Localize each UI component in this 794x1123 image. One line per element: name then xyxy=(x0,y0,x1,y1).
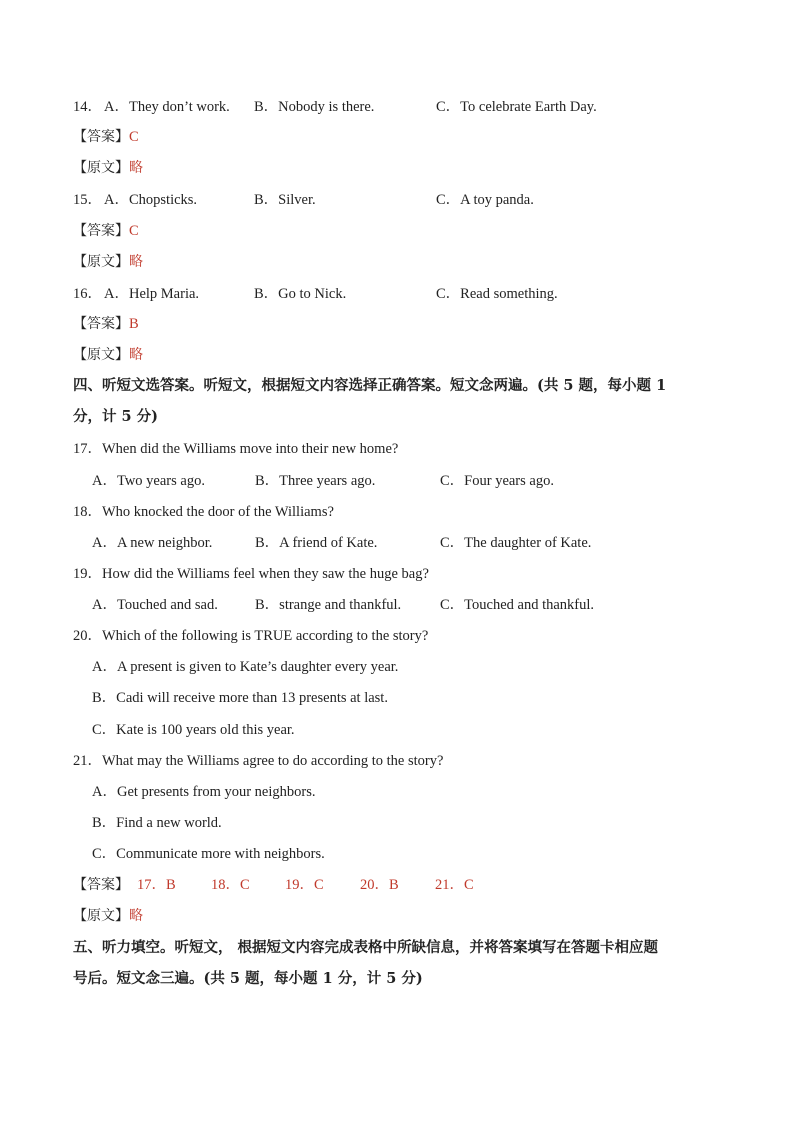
option-a: A．Touched and sad. xyxy=(92,597,218,613)
answer-line xyxy=(73,126,139,148)
question-19-stem: 19．How did the Williams feel when they saw the huge bag? xyxy=(73,566,429,582)
section-5-heading-cont: 号后。短文念三遍。(共 5 题，每小题 1 分，计 5 分) xyxy=(73,970,423,987)
option-b: B．Go to Nick. xyxy=(254,286,347,302)
question-number: 16． xyxy=(73,286,102,302)
option-a: A．They don’t work. xyxy=(104,99,230,115)
question-number: 15． xyxy=(73,192,102,208)
option-c: C．Four years ago. xyxy=(440,473,554,489)
option-a: A．Chopsticks. xyxy=(104,192,198,208)
option-a: A．Help Maria. xyxy=(104,286,200,302)
answer-item: 20．B xyxy=(360,877,399,893)
original-text-value: 略 xyxy=(129,908,143,924)
option-b: B．Silver. xyxy=(254,192,316,208)
option-c: C．A toy panda. xyxy=(436,192,534,208)
answer-label: 【答案】 xyxy=(73,129,129,145)
answer-value: C xyxy=(129,223,139,239)
answer-item: 19．C xyxy=(285,877,324,893)
answer-value: C xyxy=(129,129,139,145)
original-text-label: 【原文】 xyxy=(73,908,129,924)
original-text-label: 【原文】 xyxy=(73,347,129,363)
answer-label: 【答案】 xyxy=(73,877,129,893)
section-5-heading: 五、听力填空。听短文， 根据短文内容完成表格中所缺信息，并将答案填写在答题卡相应题 xyxy=(73,939,659,956)
question-17-options xyxy=(92,470,554,492)
original-text-label: 【原文】 xyxy=(73,254,129,270)
option-c: C．Read something. xyxy=(436,286,558,302)
answer-item: 17．B xyxy=(137,877,176,893)
question-20-stem: 20．Which of the following is TRUE according to the story? xyxy=(73,628,429,644)
original-text-value: 略 xyxy=(129,160,143,176)
question-15 xyxy=(73,189,534,211)
question-number: 14． xyxy=(73,99,102,115)
answer-value: B xyxy=(129,316,139,332)
option-a: A．A new neighbor. xyxy=(92,535,213,551)
answer-line xyxy=(73,220,139,242)
original-text-value: 略 xyxy=(129,347,143,363)
question-14 xyxy=(73,96,597,118)
option-b: B．Three years ago. xyxy=(255,473,376,489)
answer-item: 21．C xyxy=(435,877,474,893)
section-4-heading: 四、听短文选答案。听短文，根据短文内容选择正确答案。短文念两遍。(共 5 题，每小题 1 xyxy=(73,377,667,394)
question-21-option-a: A．Get presents from your neighbors. xyxy=(92,784,316,800)
question-20-option-b: B．Cadi will receive more than 13 presents at last. xyxy=(92,690,388,706)
original-text-line xyxy=(73,905,143,927)
question-18-options xyxy=(92,532,592,554)
question-21-stem: 21．What may the Williams agree to do according to the story? xyxy=(73,753,444,769)
option-c: C．The daughter of Kate. xyxy=(440,535,592,551)
original-text-line xyxy=(73,344,143,366)
question-21-option-c: C．Communicate more with neighbors. xyxy=(92,846,325,862)
original-text-line xyxy=(73,157,143,179)
question-20-option-a: A．A present is given to Kate’s daughter every year. xyxy=(92,659,399,675)
original-text-value: 略 xyxy=(129,254,143,270)
question-20-option-c: C．Kate is 100 years old this year. xyxy=(92,722,295,738)
option-b: B．A friend of Kate. xyxy=(255,535,378,551)
answer-label: 【答案】 xyxy=(73,316,129,332)
question-19-options xyxy=(92,594,595,616)
original-text-line xyxy=(73,251,143,273)
option-b: B．strange and thankful. xyxy=(255,597,402,613)
option-c: C．To celebrate Earth Day. xyxy=(436,99,597,115)
answer-line xyxy=(73,313,139,335)
section-4-heading-cont: 分，计 5 分) xyxy=(73,408,159,425)
option-b: B．Nobody is there. xyxy=(254,99,375,115)
option-a: A．Two years ago. xyxy=(92,473,205,489)
question-21-option-b: B．Find a new world. xyxy=(92,815,222,831)
answer-item: 18．C xyxy=(211,877,250,893)
answer-label: 【答案】 xyxy=(73,223,129,239)
question-16 xyxy=(73,283,558,305)
question-18-stem: 18．Who knocked the door of the Williams? xyxy=(73,504,334,520)
section-4-answer-line xyxy=(73,874,474,896)
question-17-stem: 17．When did the Williams move into their new home? xyxy=(73,441,399,457)
option-c: C．Touched and thankful. xyxy=(440,597,595,613)
original-text-label: 【原文】 xyxy=(73,160,129,176)
